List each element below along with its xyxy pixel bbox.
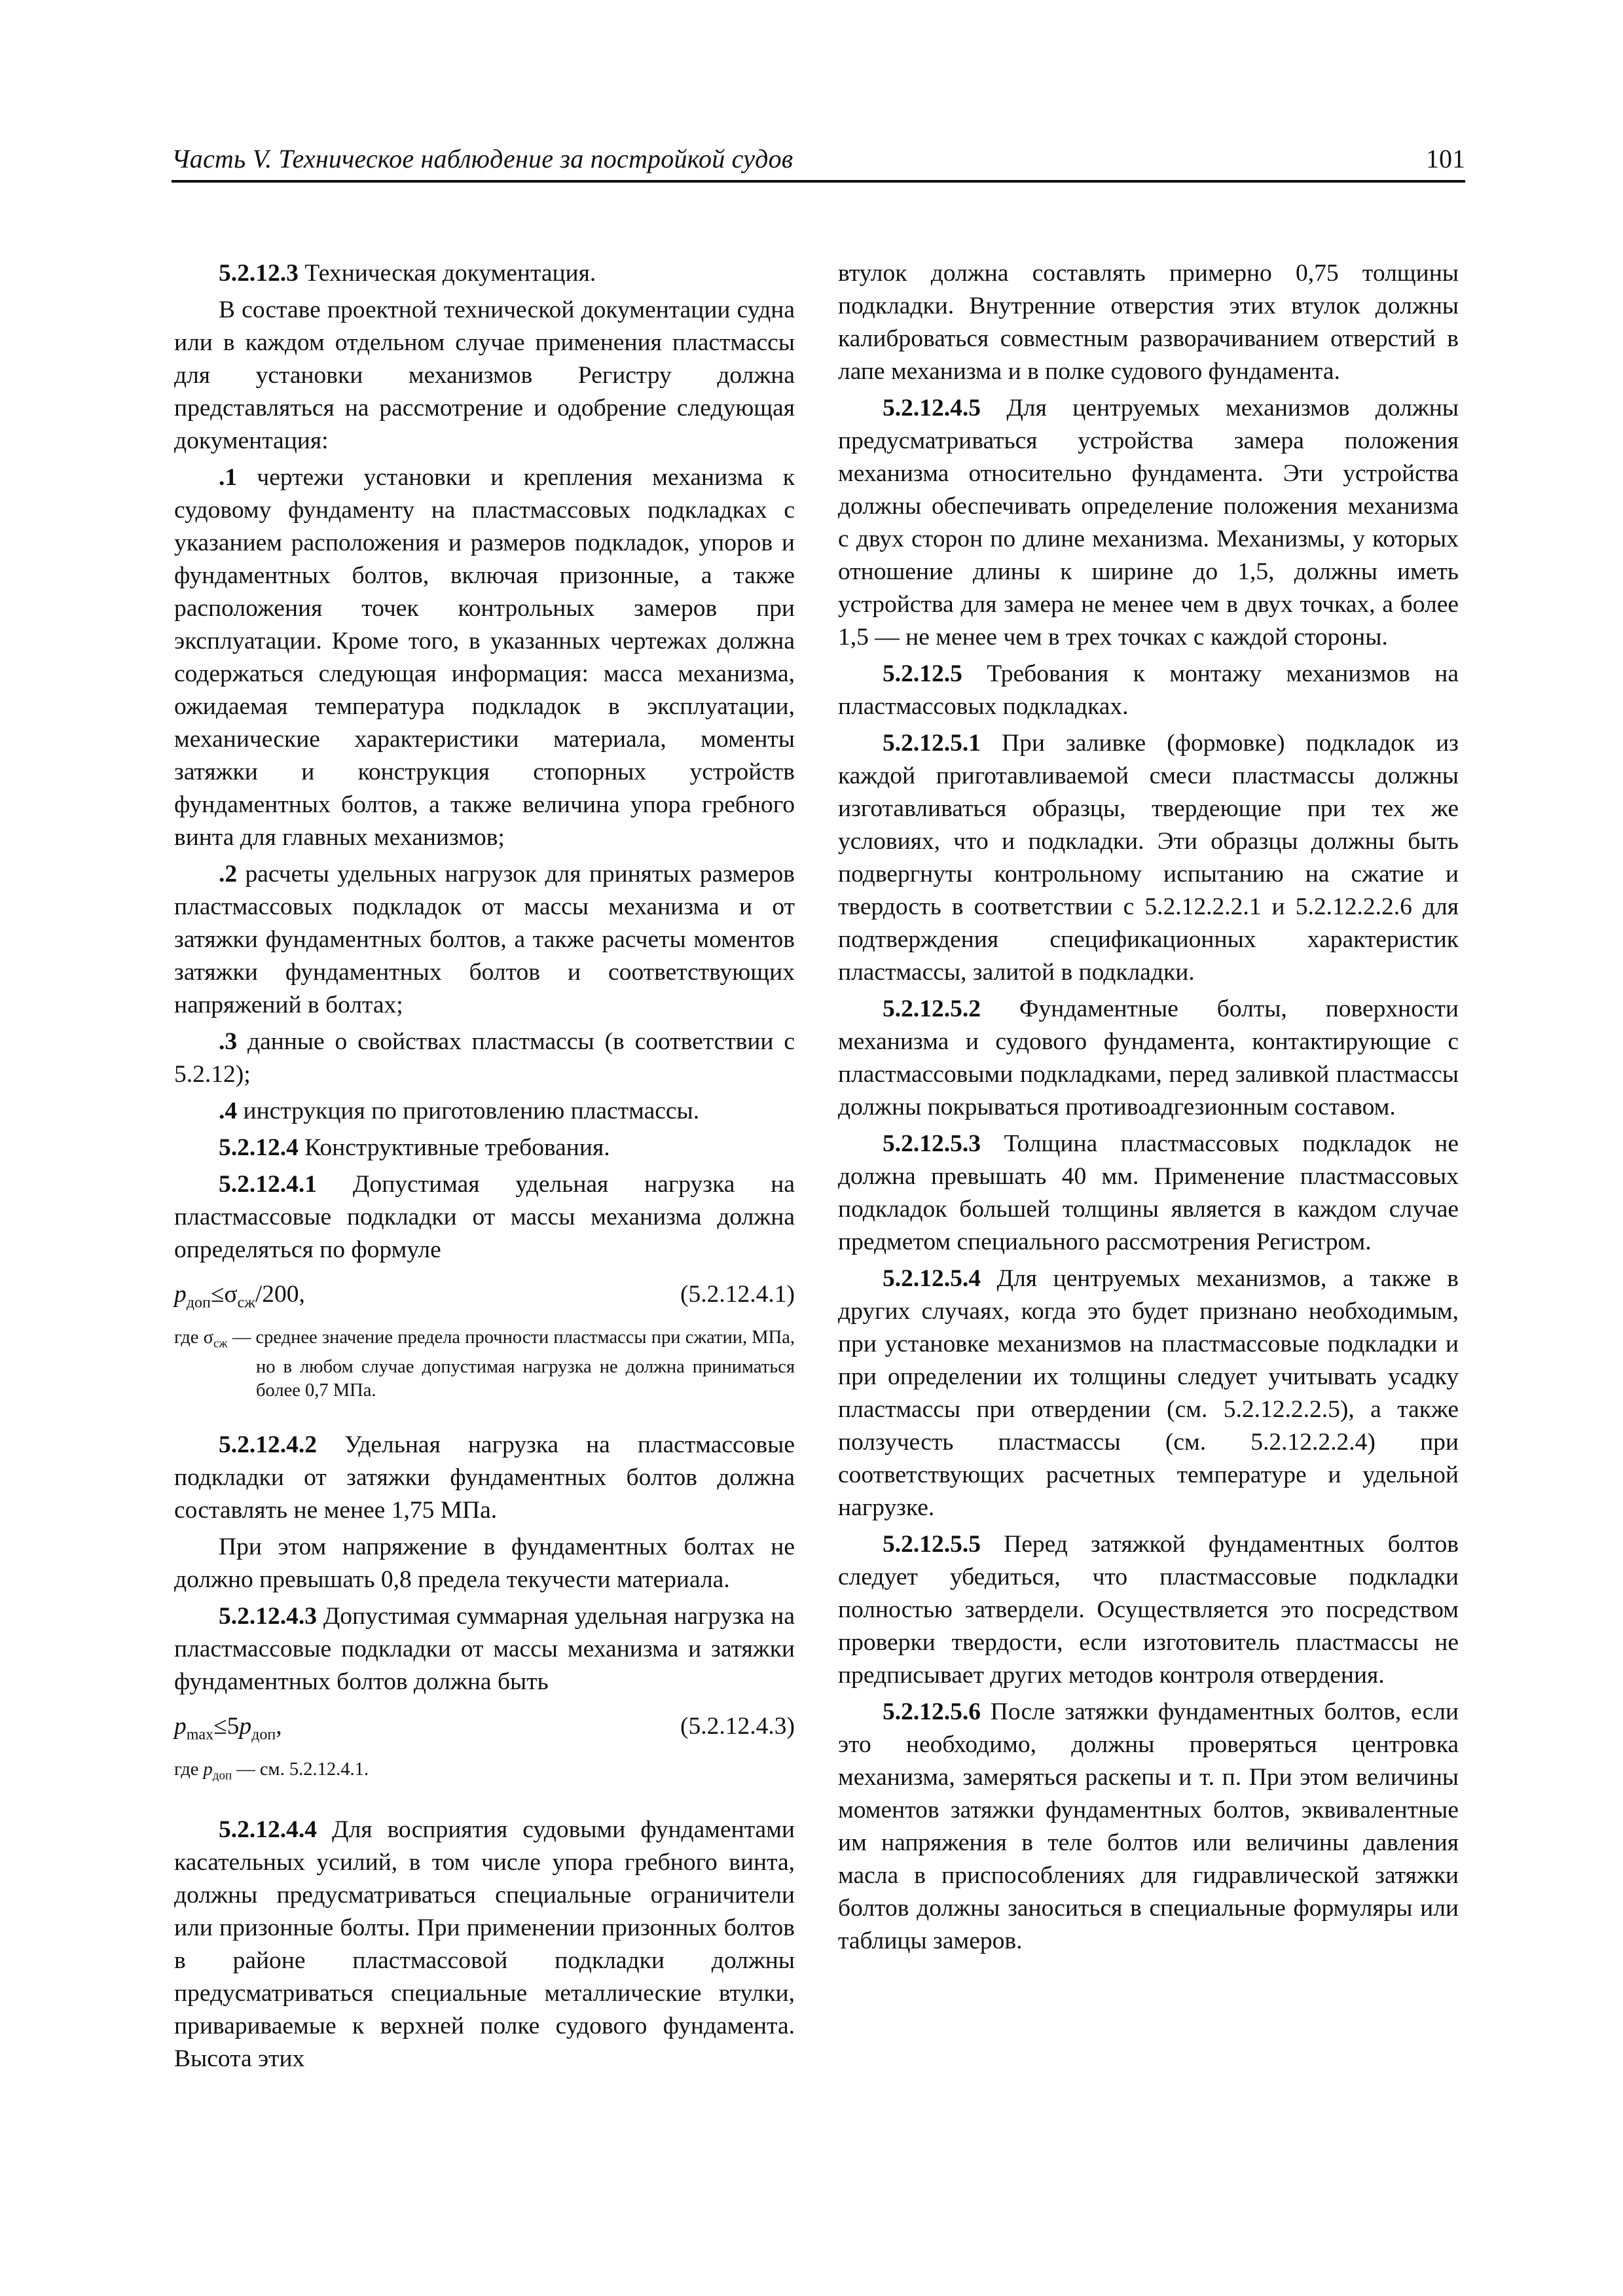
paragraph: В составе проектной технической документации судна или в каждом отдельном случае применения пластмассы для установки механизмов Регистру должна представляться на рассмотрение и одобрение следующая документация: — [174, 296, 795, 454]
section-5-2-12-5-6 — [838, 1696, 1459, 1958]
formula-subscript: доп — [186, 1294, 211, 1312]
list-item-2 — [174, 858, 795, 1022]
section-number: 5.2.12.4.5 — [883, 395, 981, 422]
formula-symbol: p — [239, 1713, 252, 1740]
section-number: 5.2.12.4.2 — [219, 1431, 317, 1459]
page-header — [172, 141, 1465, 183]
section-5-2-12-5-1 — [838, 727, 1459, 989]
paragraph-continued: втулок должна составлять примерно 0,75 толщины подкладки. Внутренние отверстия этих втулок должны калиброваться совместным разворачиванием отверстий в лапе механизма и в полке судового фундамента. — [838, 260, 1459, 385]
formula-operator: ≤5 — [213, 1713, 240, 1740]
note-symbol: p — [203, 1759, 213, 1780]
list-item-3 — [174, 1026, 795, 1091]
list-marker: .1 — [219, 464, 238, 491]
section-text: Для восприятия судовыми фундаментами касательных усилий, в том числе упора гребного винта, должны предусматриваться специальные ограничители или призонные болты. При применении призонных болтов в районе пластмассовой подкладки должны предусматриваться специальные металлические втулки, привариваемые к верхней полке судового фундамента. Высота этих — [174, 1816, 795, 2073]
section-text: Для центруемых механизмов, а также в других случаях, когда это будет признано необходимым, при установке механизмов на пластмассовые подкладки и при определении их толщины следует учитывать усадку пластмассы при отвердении (см. 5.2.12.2.2.5), а также ползучесть пластмассы (см. 5.2.12.2.2.4) при соответствующих расчетных температуре и удельной нагрузке. — [838, 1265, 1459, 1521]
note-text: — среднее значение предела прочности пластмассы при сжатии, МПа, но в любом случае допустимая нагрузка не должна приниматься более 0,7 МПа. — [227, 1327, 795, 1401]
running-title: Часть V. Техническое наблюдение за постройкой судов — [172, 144, 793, 173]
section-5-2-12-4-1 — [174, 1168, 795, 1266]
formula-symbol: p — [174, 1281, 187, 1308]
list-marker: .4 — [219, 1098, 238, 1124]
right-column — [838, 257, 1459, 1962]
list-item-text: данные о свойствах пластмассы (в соответствии с 5.2.12); — [174, 1028, 795, 1088]
section-text: Удельная нагрузка на пластмассовые подкладки от затяжки фундаментных болтов должна составлять не менее 1,75 МПа. — [174, 1431, 795, 1524]
section-number: 5.2.12.3 — [219, 260, 299, 287]
section-number: 5.2.12.5.6 — [883, 1698, 981, 1725]
formula-5-2-12-4-3 — [174, 1710, 795, 1751]
section-5-2-12-5-2 — [838, 993, 1459, 1124]
section-number: 5.2.12.4.3 — [219, 1603, 317, 1630]
section-5-2-12-3 — [174, 257, 795, 290]
section-text: Фундаментные болты, поверхности механизма и судового фундамента, контактирующие с пластмассовыми подкладками, перед заливкой пластмассы должны покрываться противоадгезионным составом. — [838, 996, 1459, 1121]
section-5-2-12-5-4 — [838, 1263, 1459, 1524]
section-5-2-12-4-3 — [174, 1600, 795, 1698]
section-number: 5.2.12.5.2 — [883, 996, 981, 1022]
formula-note — [174, 1326, 795, 1403]
section-number: 5.2.12.5.5 — [883, 1531, 981, 1558]
formula-expression — [174, 1278, 305, 1319]
page-number: 101 — [1426, 144, 1465, 173]
section-5-2-12-5 — [838, 658, 1459, 723]
formula-symbol: p — [174, 1713, 187, 1740]
formula-5-2-12-4-1 — [174, 1278, 795, 1319]
formula-expression — [174, 1710, 282, 1751]
section-number: 5.2.12.5 — [883, 660, 962, 687]
note-lead: где σ — [174, 1327, 213, 1348]
section-number: 5.2.12.4.1 — [219, 1171, 317, 1198]
formula-tail: /200, — [255, 1281, 305, 1308]
list-item-text: расчеты удельных нагрузок для принятых размеров пластмассовых подкладок от массы механизма и от затяжки фундаментных болтов, а также расчеты моментов затяжки фундаментных болтов и соответствующих напряжений в болтах; — [174, 861, 795, 1018]
paragraph: При этом напряжение в фундаментных болтах не должно превышать 0,8 предела текучести материала. — [174, 1534, 795, 1594]
section-heading: Требования к монтажу механизмов на пластмассовых подкладках. — [838, 660, 1459, 720]
section-number: 5.2.12.4 — [219, 1134, 299, 1161]
note-subscript: доп — [212, 1768, 232, 1783]
section-5-2-12-5-3 — [838, 1128, 1459, 1259]
formula-number: (5.2.12.4.3) — [680, 1713, 795, 1740]
section-heading: Конструктивные требования. — [298, 1134, 610, 1161]
formula-number: (5.2.12.4.1) — [680, 1281, 795, 1308]
formula-subscript: доп — [251, 1726, 276, 1744]
section-5-2-12-5-5 — [838, 1528, 1459, 1692]
list-item-text: инструкция по приготовлению пластмассы. — [237, 1098, 700, 1124]
section-text: Перед затяжкой фундаментных болтов следует убедиться, что пластмассовые подкладки полностью затвердели. Осуществляется это посредством проверки твердости, если изготовитель пластмассы не предписывает других методов контроля отвердения. — [838, 1531, 1459, 1689]
formula-subscript: сж — [237, 1294, 255, 1312]
section-5-2-12-4 — [174, 1132, 795, 1164]
note-text: — см. 5.2.12.4.1. — [232, 1759, 369, 1780]
list-item-1 — [174, 461, 795, 854]
section-5-2-12-4-2 — [174, 1429, 795, 1527]
list-item-text: чертежи установки и крепления механизма к судовому фундаменту на пластмассовых подкладках с указанием расположения и размеров подкладок, упоров и фундаментных болтов, включая призонные, а также расположения точек контрольных замеров при эксплуатации. Кроме того, в указанных чертежах должна содержаться следующая информация: масса механизма, ожидаемая температура подкладок в эксплуатации, механические характеристики материала, моменты затяжки и конструкция стопорных устройств фундаментных болтов, а также величина упора гребного винта для главных механизмов; — [174, 464, 795, 851]
section-number: 5.2.12.5.4 — [883, 1265, 981, 1292]
section-heading: Техническая документация. — [298, 260, 596, 287]
section-number: 5.2.12.5.3 — [883, 1130, 981, 1157]
section-text: При заливке (формовке) подкладок из каждой приготавливаемой смеси пластмассы должны изготавливаться образцы, твердеющие при тех же условиях, что и подкладки. Эти образцы должны быть подвергнуты контрольному испытанию на сжатие и твердость в соответствии с 5.2.12.2.2.1 и 5.2.12.2.2.6 для подтверждения спецификационных характеристик пластмассы, залитой в подкладки. — [838, 730, 1459, 986]
list-marker: .3 — [219, 1028, 238, 1055]
section-text: Для центруемых механизмов должны предусматриваться устройства замера положения механизма относительно фундамента. Эти устройства должны обеспечивать определение положения механизма с двух сторон по длине механизма. Механизмы, у которых отношение длины к ширине до 1,5, должны иметь устройства для замера не менее чем в двух точках, а более 1,5 — не менее чем в трех точках с каждой стороны. — [838, 395, 1459, 651]
section-text: После затяжки фундаментных болтов, если это необходимо, должны проверяться центровка механизма, замеряться раскепы и т. п. При этом величины моментов затяжки фундаментных болтов, эквивалентные им напряжения в теле болтов или величины давления масла в приспособлениях для гидравлической затяжки болтов должны заноситься в специальные формуляры или таблицы замеров. — [838, 1698, 1459, 1954]
section-5-2-12-4-5 — [838, 392, 1459, 654]
section-number: 5.2.12.4.4 — [219, 1816, 317, 1844]
formula-operator: ≤σ — [210, 1281, 238, 1308]
note-lead: где — [174, 1759, 204, 1780]
section-number: 5.2.12.5.1 — [883, 730, 981, 757]
note-subscript: сж — [213, 1336, 228, 1351]
section-text: Допустимая суммарная удельная нагрузка на пластмассовые подкладки от массы механизма и затяжки фундаментных болтов должна быть — [174, 1603, 795, 1696]
formula-subscript: max — [186, 1726, 214, 1744]
list-item-4 — [174, 1095, 795, 1128]
left-column — [174, 257, 795, 2079]
formula-note — [174, 1758, 795, 1788]
list-marker: .2 — [219, 861, 238, 888]
formula-tail: , — [276, 1713, 282, 1740]
section-text: Допустимая удельная нагрузка на пластмассовые подкладки от массы механизма должна определяться по формуле — [174, 1171, 795, 1263]
section-5-2-12-4-4 — [174, 1814, 795, 2075]
section-text: Толщина пластмассовых подкладок не должна превышать 40 мм. Применение пластмассовых подкладок большей толщины является в каждом случае предметом специального рассмотрения Регистром. — [838, 1130, 1459, 1255]
